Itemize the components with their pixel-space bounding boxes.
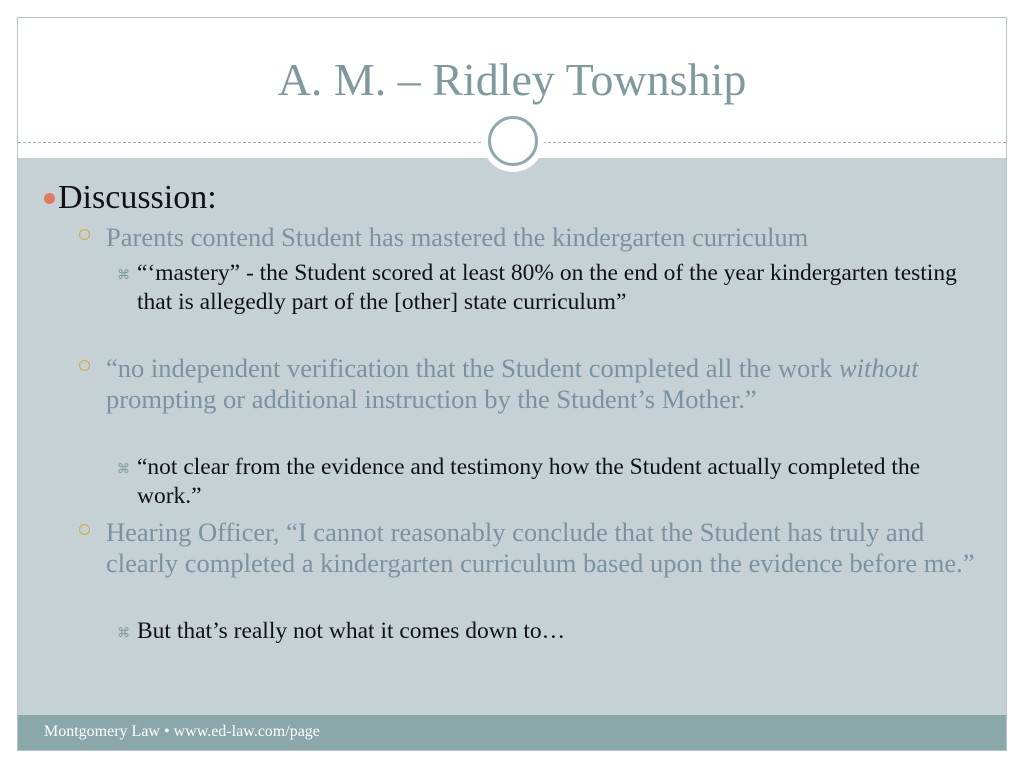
circle-ornament-icon [488, 116, 538, 166]
bullet-level1 [58, 178, 217, 218]
star-bullet-icon: ⌘ [117, 267, 130, 282]
bullet-level3 [117, 259, 977, 317]
slide [17, 17, 1007, 751]
bullet-level2 [106, 222, 986, 253]
bullet-level3 [117, 453, 977, 511]
item-text: “‘mastery” - the Student scored at least 80% on the end of the year kindergarten testing that is allegedly part of the [other] state curriculum” [137, 260, 957, 315]
item-text: Hearing Officer, “I cannot reasonably conclude that the Student has truly and clearly completed a kindergarten curriculum based upon the evidence before me.” [106, 517, 975, 578]
bullet-level2 [106, 517, 986, 579]
item-text-post: prompting or additional instruction by the Student’s Mother.” [106, 384, 757, 414]
bullet-dot-icon [44, 193, 55, 204]
item-text: But that’s really not what it comes down to… [137, 618, 566, 644]
item-text-pre: “no independent verification that the Student completed all the work [106, 353, 839, 383]
heading: Discussion: [58, 179, 217, 216]
star-bullet-icon: ⌘ [117, 461, 130, 476]
bullet-level3 [117, 617, 977, 646]
footer-text: Montgomery Law • www.ed-law.com/page [44, 723, 320, 740]
bullet-level2 [106, 353, 986, 415]
slide-title: A. M. – Ridley Township [277, 54, 747, 105]
item-text: Parents contend Student has mastered the kindergarten curriculum [106, 222, 809, 252]
content-area [18, 158, 1006, 716]
hollow-circle-icon [79, 229, 90, 240]
hollow-circle-icon [79, 524, 90, 535]
item-text-em: without [838, 353, 919, 383]
star-bullet-icon: ⌘ [117, 625, 130, 640]
item-text: “not clear from the evidence and testimony how the Student actually completed the work.” [137, 454, 921, 509]
hollow-circle-icon [79, 360, 90, 371]
footer [18, 715, 1006, 750]
